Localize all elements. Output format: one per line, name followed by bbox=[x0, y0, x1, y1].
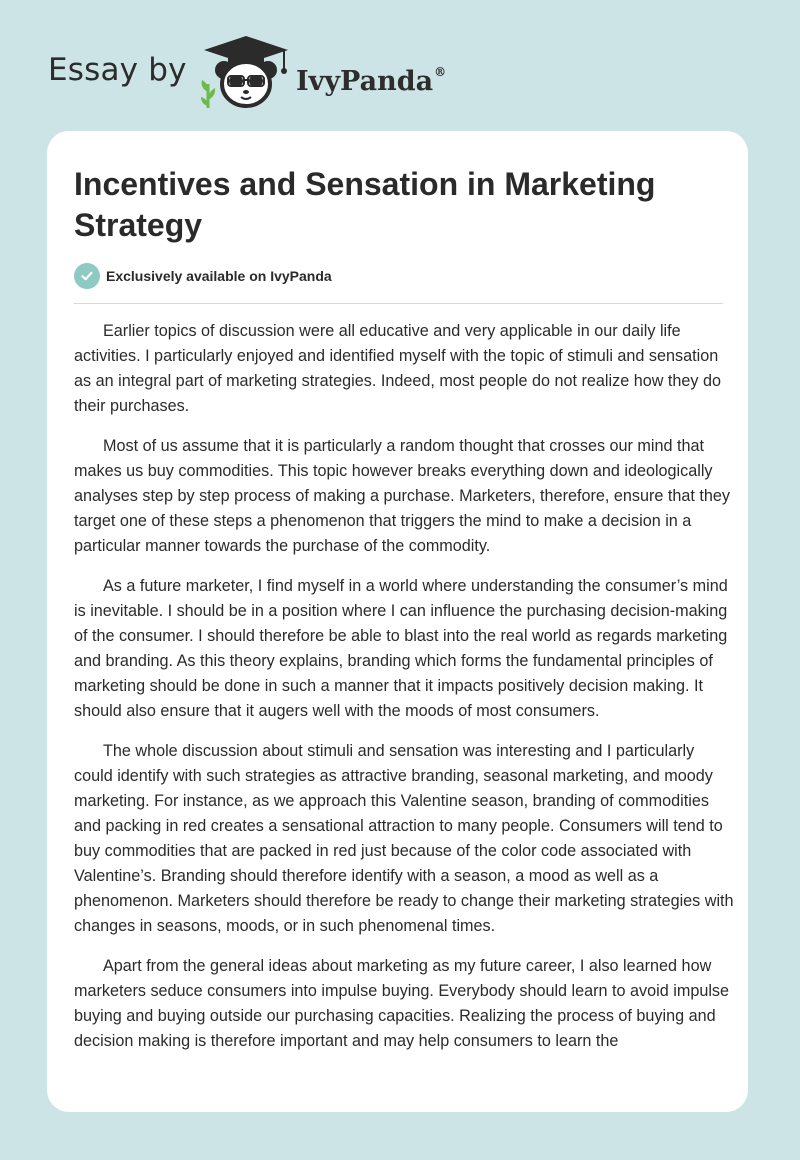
paragraph: Most of us assume that it is particularly a random thought that crosses our mind that makes us buy commodities. This topic however breaks everything down and ideologically analyses step by step process of making a purchase. Marketers, therefore, ensure that they target one of these steps a phenomenon that triggers the mind to make a decision in a particular manner towards the purchase of the commodity. bbox=[74, 437, 730, 555]
essay-card bbox=[47, 131, 748, 1112]
brand-name[interactable] bbox=[296, 52, 446, 102]
essay-body bbox=[74, 319, 734, 1069]
exclusive-label: Exclusively available on IvyPanda bbox=[106, 268, 332, 284]
divider bbox=[74, 303, 723, 304]
brand-name-text: IvyPanda bbox=[296, 66, 434, 97]
paragraph: As a future marketer, I find myself in a world where understanding the consumer’s mind is inevitable. I should be in a position where I can influence the purchasing decision-making of the consumer. I should therefore be able to blast into the real world as regards marketing and branding. As this theory explains, branding which forms the fundamental principles of marketing should be done in such a manner that it impacts positively decision making. It should also ensure that it augers well with the moods of most consumers. bbox=[74, 577, 728, 720]
check-circle-icon bbox=[74, 263, 100, 289]
brand-prefix: Essay by bbox=[48, 52, 187, 88]
registered-mark: ® bbox=[434, 65, 447, 79]
exclusive-badge bbox=[74, 263, 332, 289]
paragraph: Earlier topics of discussion were all educative and very applicable in our daily life activities. I particularly enjoyed and identified myself with the topic of stimuli and sensation as an integral part of marketing strategies. Indeed, most people do not realize how they do their purchases. bbox=[74, 322, 721, 415]
page-title: Incentives and Sensation in Marketing Strategy bbox=[74, 166, 656, 243]
paragraph: Apart from the general ideas about marketing as my future career, I also learned how marketers seduce consumers into impulse buying. Everybody should learn to avoid impulse buying and buying outside our purchasing capacities. Realizing the process of buying and decision making is therefore important and may help consumers to learn the bbox=[74, 957, 730, 1050]
panda-graduate-icon[interactable] bbox=[200, 34, 292, 110]
site-header bbox=[0, 0, 800, 130]
paragraph: The whole discussion about stimuli and sensation was interesting and I particularly could identify with such strategies as attractive branding, seasonal marketing, and moody marketing. For instance, as we approach this Valentine season, branding of commodities and packing in red creates a sensational attraction to many people. Consumers will tend to buy commodities that are packed in red just because of the color code associated with Valentine’s. Branding should therefore identify with a season, a mood as well as a phenomenon. Marketers should therefore be ready to change their marketing strategies with changes in seasons, moods, or in such phenomenal times. bbox=[74, 742, 734, 935]
